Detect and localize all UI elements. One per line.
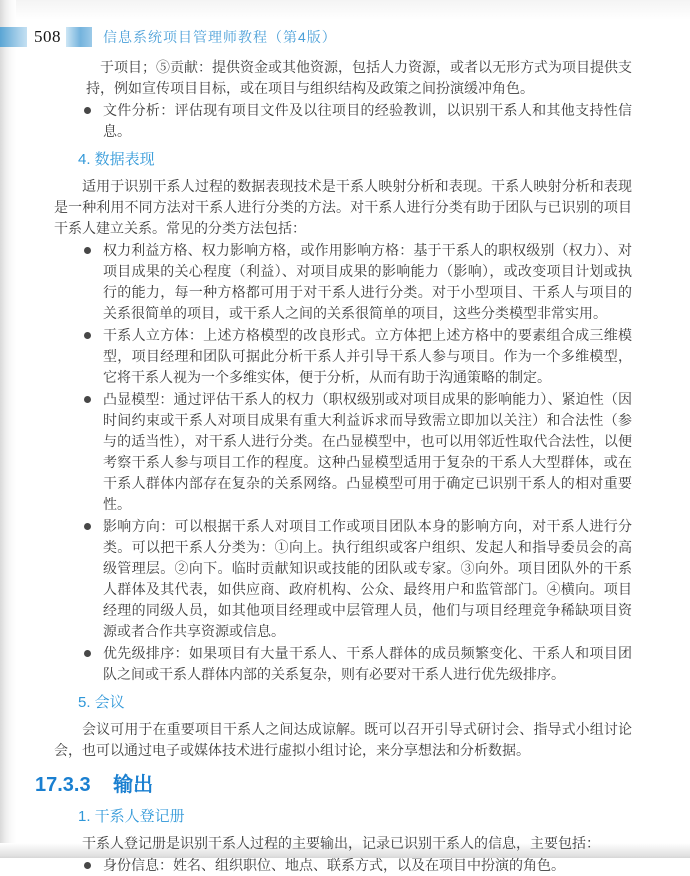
page-number: 508 xyxy=(34,27,61,46)
page-content xyxy=(35,57,632,876)
bullet-text: 权力利益方格、权力影响方格，或作用影响方格：基于干系人的职权级别（权力）、对项目成果的关心程度（利益）、对项目成果的影响能力（影响），或改变项目计划或执行的能力，每一种方格都可用于对干系人进行分类。对于小型项目、干系人与项目的关系很简单的项目，或干系人之间的关系很简单的项目，这些分类模型非常实用。 xyxy=(103,242,632,321)
header-accent-bar-right xyxy=(66,27,92,47)
bullet-item xyxy=(54,855,632,876)
subsection-heading-stakeholder-register: 1. 干系人登记册 xyxy=(78,808,185,825)
book-title: 信息系统项目管理师教程（第4版） xyxy=(103,29,337,45)
bullet-icon xyxy=(84,650,91,657)
bullet-icon xyxy=(84,107,91,114)
bullet-icon xyxy=(84,332,91,339)
body-paragraph-continuation: 于项目；⑤贡献：提供资金或其他资源，包括人力资源，或者以无形方式为项目提供支持，例如宣传项目目标，或在项目与组织结构及政策之间扮演缓冲角色。 xyxy=(86,59,632,96)
subsection-heading-meetings: 5. 会议 xyxy=(78,694,125,711)
bullet-text: 影响方向：可以根据干系人对项目工作或项目团队本身的影响方向，对干系人进行分类。可以把干系人分类为：①向上。执行组织或客户组织、发起人和指导委员会的高级管理层。②向下。临时贡献知识或技能的团队或专家。③向外。项目团队外的干系人群体及其代表，如供应商、政府机构、公众、最终用户和监管部门。④横向。项目经理的同级人员，如其他项目经理或中层管理人员，他们与项目经理竞争稀缺项目资源或者合作共享资源或信息。 xyxy=(103,518,632,639)
bullet-icon xyxy=(84,523,91,530)
bullet-icon xyxy=(84,862,91,869)
subsection-heading-data-representation: 4. 数据表现 xyxy=(78,151,155,168)
section-number: 17.3.3 xyxy=(35,774,91,796)
bullet-item xyxy=(54,643,632,685)
page-header xyxy=(0,27,337,47)
bullet-item xyxy=(54,240,632,324)
body-paragraph: 适用于识别干系人过程的数据表现技术是干系人映射分析和表现。干系人映射分析和表现是一种利用不同方法对干系人进行分类的方法。对干系人进行分类有助于团队与已识别的项目干系人建立关系。常见的分类方法包括： xyxy=(54,178,632,236)
bullet-item xyxy=(54,100,632,142)
bullet-text: 优先级排序：如果项目有大量干系人、干系人群体的成员频繁变化、干系人和项目团队之间或干系人群体内部的关系复杂，则有必要对干系人进行优先级排序。 xyxy=(103,645,632,682)
bullet-text: 身份信息：姓名、组织职位、地点、联系方式，以及在项目中扮演的角色。 xyxy=(103,857,565,873)
bullet-text: 文件分析：评估现有项目文件及以往项目的经验教训，以识别干系人和其他支持性信息。 xyxy=(103,102,632,139)
bullet-item xyxy=(54,325,632,388)
bullet-item xyxy=(54,516,632,642)
page-left-edge xyxy=(0,0,16,858)
bullet-text: 干系人立方体：上述方格模型的改良形式。立方体把上述方格中的要素组合成三维模型，项目经理和团队可据此分析干系人并引导干系人参与项目。作为一个多维模型，它将干系人视为一个多维实体，便于分析，从而有助于沟通策略的制定。 xyxy=(103,327,632,385)
section-label: 输出 xyxy=(113,774,154,796)
bullet-item xyxy=(54,389,632,515)
header-accent-bar-left xyxy=(0,27,27,47)
body-paragraph: 干系人登记册是识别干系人过程的主要输出，记录已识别干系人的信息，主要包括： xyxy=(82,835,600,851)
page-top-edge xyxy=(0,0,690,20)
bullet-icon xyxy=(84,247,91,254)
bullet-text: 凸显模型：通过评估干系人的权力（职权级别或对项目成果的影响能力）、紧迫性（因时间约束或干系人对项目成果有重大利益诉求而导致需立即加以关注）和合法性（参与的适当性），对干系人进行分类。在凸显模型中，也可以用邻近性取代合法性，以便考察干系人参与项目工作的程度。这种凸显模型适用于复杂的干系人大型群体，或在干系人群体内部存在复杂的关系网络。凸显模型可用于确定已识别干系人的相对重要性。 xyxy=(103,391,632,512)
body-paragraph: 会议可用于在重要项目干系人之间达成谅解。既可以召开引导式研讨会、指导式小组讨论会，也可以通过电子或媒体技术进行虚拟小组讨论，来分享想法和分析数据。 xyxy=(54,721,632,758)
section-heading-output xyxy=(35,772,632,799)
bullet-icon xyxy=(84,396,91,403)
